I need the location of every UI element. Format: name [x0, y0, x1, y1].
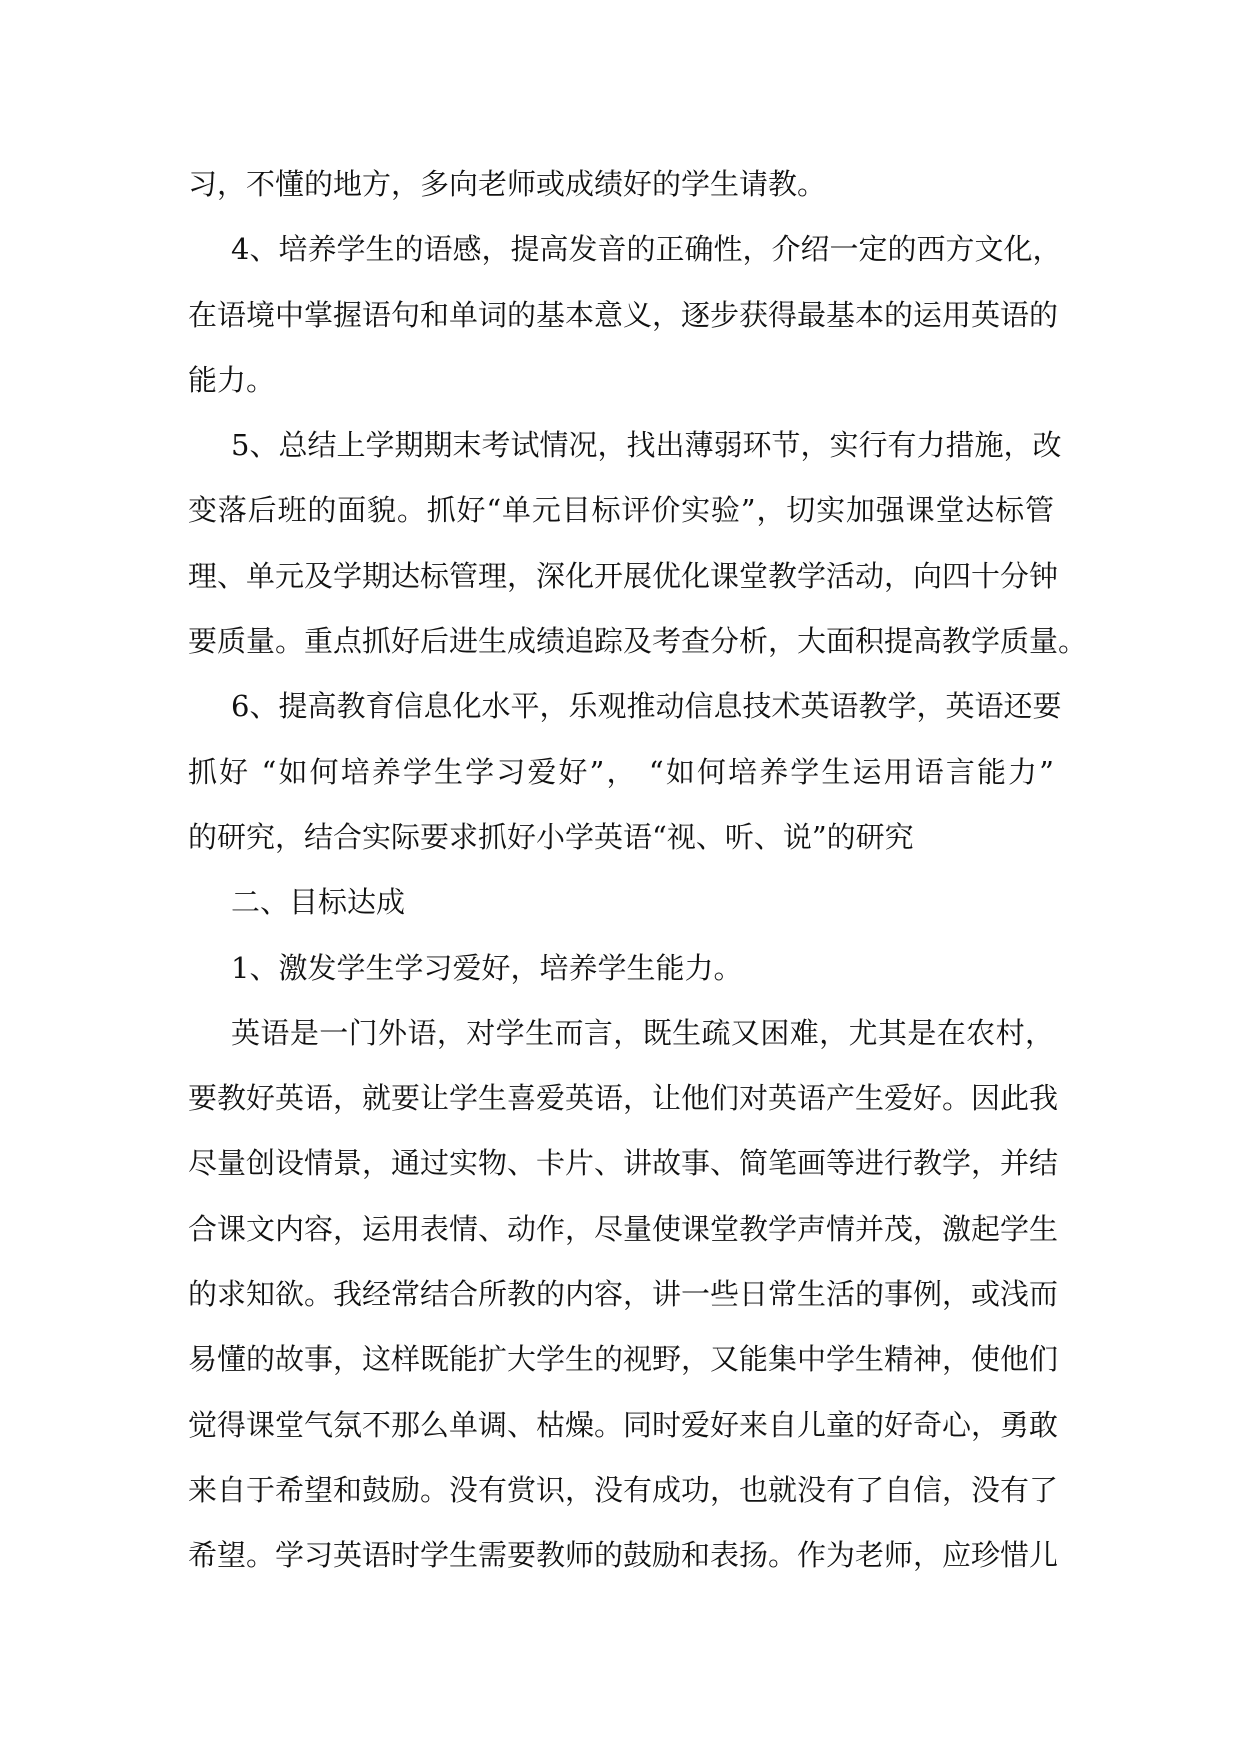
paragraph-line: 要教好英语，就要让学生喜爱英语，让他们对英语产生爱好。因此我 — [188, 1081, 1059, 1116]
paragraph-line: 合课文内容，运用表情、动作，尽量使课堂教学声情并茂，激起学生 — [188, 1211, 1059, 1246]
paragraph-line: 尽量创设情景，通过实物、卡片、讲故事、简笔画等进行教学，并结 — [188, 1146, 1059, 1181]
paragraph-line: 的求知欲。我经常结合所教的内容，讲一些日常生活的事例，或浅而 — [188, 1277, 1059, 1312]
paragraph-line: 易懂的故事，这样既能扩大学生的视野，又能集中学生精神，使他们 — [188, 1342, 1059, 1377]
list-item-4-line: 4、培养学生的语感，提高发音的正确性，介绍一定的西方文化， — [231, 232, 1062, 267]
paragraph-line: 在语境中掌握语句和单词的基本意义，逐步获得最基本的运用英语的 — [188, 297, 1059, 332]
paragraph-line: 理、单元及学期达标管理，深化开展优化课堂教学活动，向四十分钟 — [188, 558, 1059, 593]
paragraph-line: 要质量。重点抓好后进生成绩追踪及考查分析，大面积提高教学质量。 — [188, 624, 1088, 659]
section-heading: 二、目标达成 — [231, 885, 406, 920]
paragraph-line: 习，不懂的地方，多向老师或成绩好的学生请教。 — [188, 167, 827, 201]
list-item-6-line: 6、提高教育信息化水平，乐观推动信息技术英语教学，英语还要 — [231, 689, 1062, 724]
paragraph-line: 希望。学习英语时学生需要教师的鼓励和表扬。作为老师，应珍惜儿 — [188, 1538, 1059, 1573]
paragraph-line: 觉得课堂气氛不那么单调、枯燥。同时爱好来自儿童的好奇心，勇敢 — [188, 1407, 1059, 1442]
paragraph-line: 变落后班的面貌。抓好“单元目标评价实验”，切实加强课堂达标管 — [188, 493, 1054, 528]
paragraph-line: 的研究，结合实际要求抓好小学英语“视、听、说”的研究 — [188, 819, 914, 854]
subheading-item-1: 1、激发学生学习爱好，培养学生能力。 — [231, 950, 743, 985]
paragraph-line: 来自于希望和鼓励。没有赏识，没有成功，也就没有了自信，没有了 — [188, 1472, 1059, 1507]
paragraph-line: 英语是一门外语，对学生而言，既生疏又困难，尤其是在农村， — [231, 1015, 1054, 1050]
paragraph-line: 抓好 “如何培养学生学习爱好”， “如何培养学生运用语言能力” — [188, 754, 1054, 789]
paragraph-line: 能力。 — [188, 362, 276, 397]
document-body — [188, 152, 1088, 1589]
list-item-5-line: 5、总结上学期期末考试情况，找出薄弱环节，实行有力措施，改 — [231, 428, 1062, 463]
